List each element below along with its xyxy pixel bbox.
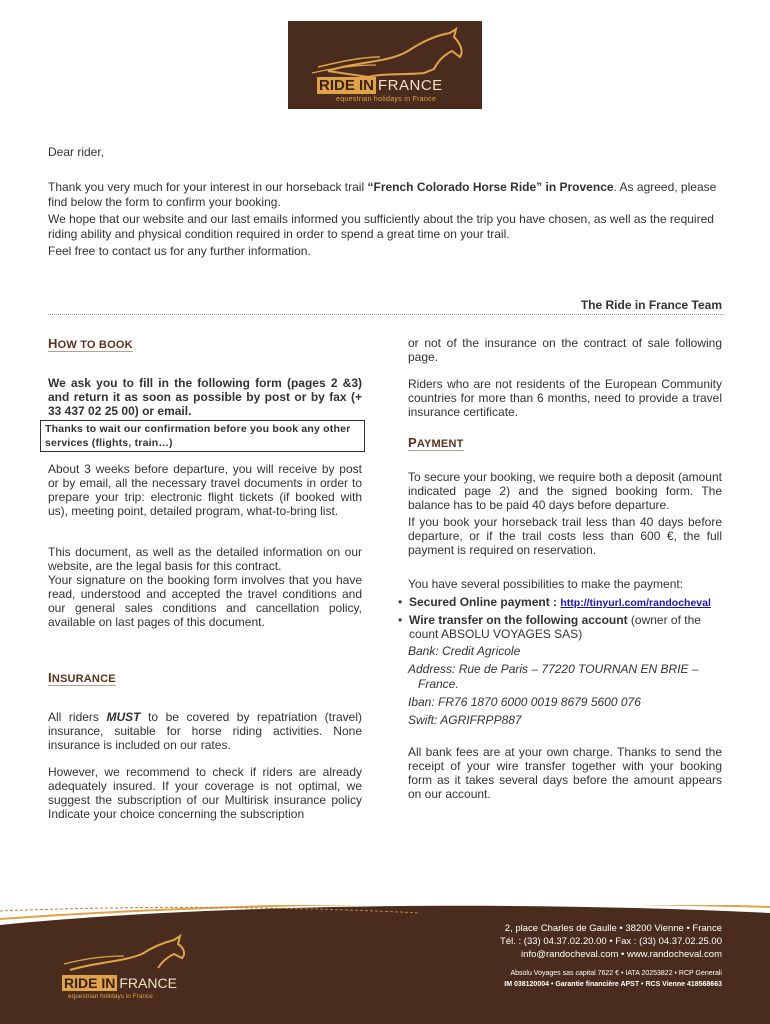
footer-logo-tagline: equestrian holidays in France [68,993,153,1000]
logo-tagline: equestrian holidays in France [336,96,437,103]
greeting: Dear rider, [48,145,105,159]
trail-name: “French Colorado Horse Ride” in Provence [367,180,614,194]
payment-heading: PAYMENT [408,435,464,450]
bank-address: Address: Rue de Paris – 77220 TOURNAN EN BRIE – France. [408,662,699,691]
divider [48,314,723,315]
horse-icon [62,932,192,978]
insurance-heading: INSURANCE [48,670,116,685]
how-to-book-p1: About 3 weeks before departure, you will receive by post or by email, all the necessary travel documents in order to prepare your trip: electronic flight tickets (if booked with us), meeting point, detailed program, what-to-bring list. [48,462,362,518]
confirmation-note: Thanks to wait our confirmation before you book any other services (flights, train…) [40,420,365,452]
list-item: • Wire transfer on the following account (owner of the count ABSOLU VOYAGES SAS) [398,613,724,641]
payment-p2: If you book your horseback trail less than 40 days before departure, or if the trail costs less than 600 €, the full payment is required on reservation. [408,515,722,557]
footer-legal-2: IM 038120004 • Garantie financière APST • RCS Vienne 418568663 [504,981,722,988]
intro-paragraph-1 [48,180,723,210]
payment-p4: All bank fees are at your own charge. Thanks to send the receipt of your wire transfer together with your booking form as it takes several days before the amount appears on our account. [408,745,722,801]
insurance-p2: However, we recommend to check if riders are already adequately insured. If your coverage is not optimal, we suggest the subscription of our Multirisk insurance policy Indicate your choice concerning the subscription [48,765,362,821]
intro-p1-post: . As agreed, please find below the form to confirm your booking. [48,180,717,209]
how-to-book-instructions: We ask you to fill in the following form (pages 2 &3) and return it as soon as possible by post or by fax (+ 33 437 02 25 00) or email. [48,376,362,418]
logo-ride: RIDE IN [319,77,375,94]
logo-france: FRANCE [378,77,443,94]
insurance-p3: or not of the insurance on the contract of sale following page. [408,336,722,364]
footer-address [500,922,722,961]
insurance-p1: All riders MUST to be covered by repatriation (travel) insurance, suitable for horse riding activities. None insurance is included on our rates. [48,710,362,752]
bank-details [408,644,728,728]
payment-p3: You have several possibilities to make the payment: [408,577,684,591]
list-item [398,595,724,610]
footer-legal [504,968,722,990]
footer-logo-ride: RIDE IN [64,975,116,991]
intro-p1-pre: Thank you very much for your interest in our horseback trail [48,180,368,194]
signature-text: Your signature on the booking form involves that you have read, understood and accepted the travel conditions and our general sales conditions and cancellation policy, available on last pages of this document. [48,573,362,629]
swift: Swift: AGRIFRPP887 [408,713,522,727]
intro-paragraph-2: We hope that our website and our last emails informed you sufficiently about the trip you have chosen, as well as the required riding ability and physical condition required in order to spend a great time on your trail. [48,212,714,241]
payment-options [398,595,724,641]
payment-p1: To secure your booking, we require both a deposit (amount indicated page 2) and the signed booking form. The balance has to be paid 40 days before departure. [408,470,722,512]
intro-paragraph-3: Feel free to contact us for any further information. [48,244,311,258]
wire-transfer-label: Wire transfer on the following account [409,613,628,627]
bank-name: Bank: Credit Agricole [408,644,521,658]
footer-contact: info@randocheval.com • www.randocheval.com [521,949,722,960]
footer-phone: Tél. : (33) 04.37.02.20.00 • Fax : (33) 04.37.02.25.00 [500,936,722,947]
team-signature: The Ride in France Team [580,298,722,312]
insurance-p4: Riders who are not residents of the European Community countries for more than 6 months, need to provide a travel insurance certificate. [408,377,722,419]
how-to-book-heading: HOW TO BOOK [48,336,133,351]
online-payment-link[interactable]: http://tinyurl.com/randocheval [560,597,711,609]
online-payment-label: Secured Online payment : [409,595,558,609]
footer-legal-1: Absolu Voyages sas capital 7622 € • IATA 20253822 • RCP Generali [510,970,722,977]
logo [288,21,482,109]
must-emphasis: MUST [106,710,141,724]
iban: Iban: FR76 1870 6000 0019 8679 5600 076 [408,695,641,709]
footer-logo [62,975,177,1000]
footer-logo-france: FRANCE [119,975,177,991]
how-to-book-p2 [48,545,362,629]
logo-text [317,78,443,94]
legal-basis-text: This document, as well as the detailed information on our website, are the legal basis for this contract. [48,545,362,573]
footer-street: 2, place Charles de Gaulle • 38200 Vienne • France [504,923,722,934]
